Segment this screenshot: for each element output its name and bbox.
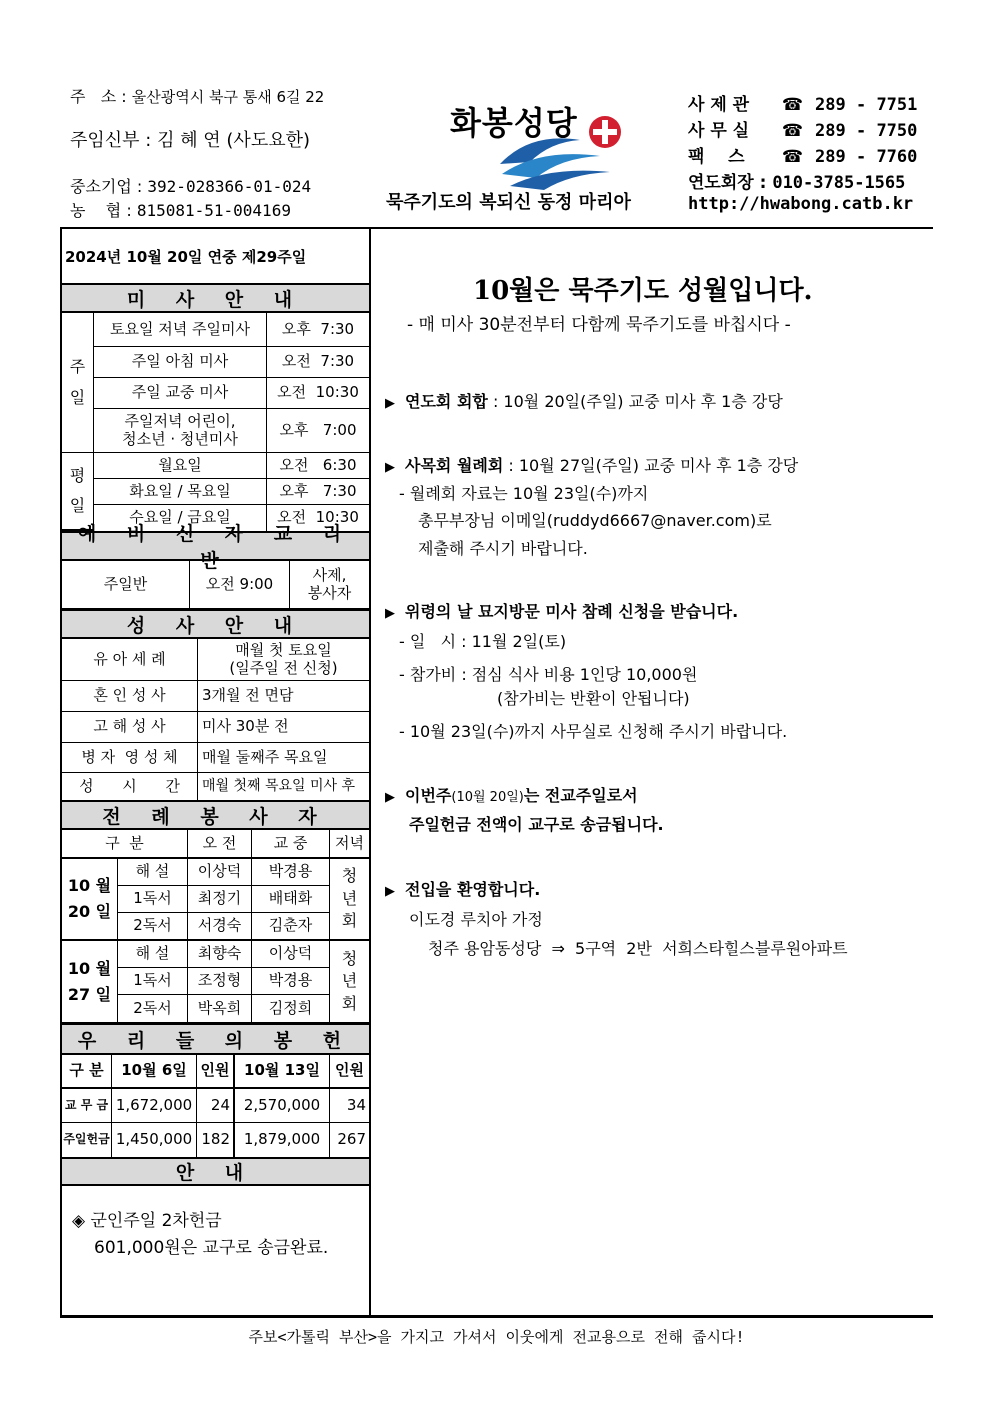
servers-row xyxy=(118,995,330,1023)
sunday-label-char: 주 xyxy=(69,357,86,377)
mass-time: 오전 6:30 xyxy=(279,455,357,474)
sacrament-row xyxy=(62,639,369,681)
offerings-row xyxy=(62,1089,369,1123)
servers-role: 2독서 xyxy=(118,913,188,939)
offerings-header: 10월 6일 xyxy=(112,1055,197,1087)
contact-office xyxy=(688,116,917,141)
sacrament-info xyxy=(198,639,369,680)
bulletin-date: 2024년 10월 20일 연중 제29주일 xyxy=(65,247,307,266)
servers-role: 해 설 xyxy=(118,941,188,967)
catechumen-section-title: 예 비 신 자 교 리 반 xyxy=(62,531,369,561)
servers-main: 박경용 xyxy=(252,968,330,994)
catechumen-time: 오전 9:00 xyxy=(190,561,290,608)
phone-icon: ☎ xyxy=(781,95,804,115)
catechumen-row xyxy=(62,561,369,609)
servers-date-line: 10 월 xyxy=(67,958,112,978)
contact-president xyxy=(688,168,905,193)
sacrament-name: 병 자 영 성 체 xyxy=(62,743,198,772)
sacrament-info-line: 매월 첫 토요일 xyxy=(235,641,332,660)
mass-name: 수요일 / 금요일 xyxy=(94,505,267,531)
announcement-detail: - 참가비 : 점심 식사 비용 1인당 10,000원 xyxy=(399,665,698,684)
offerings-header: 구 분 xyxy=(62,1055,112,1087)
church-name: 화봉성당 xyxy=(450,104,578,142)
servers-evening-char: 년 xyxy=(341,888,358,908)
servers-am: 서경숙 xyxy=(188,913,252,939)
offerings-row xyxy=(62,1123,369,1157)
announcement-3 xyxy=(385,599,738,622)
notice-body xyxy=(62,1186,369,1316)
sacrament-row xyxy=(62,743,369,773)
contact-label: 사 제 관 xyxy=(688,95,750,115)
sunday-label xyxy=(62,313,94,453)
notice-section-title: 안 내 xyxy=(62,1157,369,1186)
column-divider xyxy=(369,227,371,1317)
sacrament-name: 유 아 세 례 xyxy=(62,639,198,680)
announcement-detail: (참가비는 반환이 안됩니다) xyxy=(497,689,690,708)
contact-label: 팩 스 xyxy=(688,147,745,167)
servers-role: 해 설 xyxy=(118,859,188,885)
offerings-count: 267 xyxy=(337,1130,366,1149)
sacrament-info: 미사 30분 전 xyxy=(202,717,289,736)
announcement-head: 위령의 날 묘지방문 미사 참례 신청을 받습니다. xyxy=(405,602,739,621)
mass-time: 오후 7:30 xyxy=(281,319,355,338)
offerings-amount: 1,672,000 xyxy=(112,1089,197,1122)
address-line xyxy=(70,84,324,107)
servers-am: 조정형 xyxy=(188,968,252,994)
announcement-head-date: (10월 20일) xyxy=(451,790,524,805)
servers-am: 최향숙 xyxy=(188,941,252,967)
mass-name: 주일 아침 미사 xyxy=(94,347,267,377)
main-title: 10월은 묵주기도 성월입니다. xyxy=(473,276,813,306)
servers-evening-char: 청 xyxy=(341,866,358,886)
offerings-count: 182 xyxy=(197,1123,235,1157)
announcement-head: 는 전교주일로서 xyxy=(523,786,638,805)
mass-name: 주일 교중 미사 xyxy=(94,378,267,408)
mass-row xyxy=(94,409,369,453)
servers-section-title: 전 례 봉 사 자 xyxy=(62,800,369,830)
servers-main: 김춘자 xyxy=(252,913,330,939)
president-phone: 010-3785-1565 xyxy=(772,173,906,193)
servers-evening xyxy=(330,941,369,1023)
patron-saint: 묵주기도의 복되신 동정 마리아 xyxy=(386,192,631,213)
offerings-header: 인원 xyxy=(335,1061,364,1080)
address: 울산광역시 북구 통새 6길 22 xyxy=(131,88,325,106)
phone-icon: ☎ xyxy=(781,121,804,141)
servers-evening-char: 회 xyxy=(341,911,358,931)
footer-message: 주보<가톨릭 부산>을 가지고 가셔서 이웃에게 전교용으로 전해 줍시다! xyxy=(60,1317,933,1347)
offerings-section-title: 우 리 들 의 봉 헌 xyxy=(62,1023,369,1055)
announcement-detail: 주일헌금 전액이 교구로 송금됩니다. xyxy=(409,815,664,834)
mass-row xyxy=(94,378,369,409)
contact-rectory xyxy=(688,90,917,115)
bank2-label: 농 협 : xyxy=(70,201,132,220)
mass-name: 토요일 저녁 주일미사 xyxy=(94,313,267,346)
triangle-marker-icon: ▶ xyxy=(385,790,395,805)
mass-row xyxy=(94,313,369,347)
announcement-head: 이번주 xyxy=(405,786,452,805)
servers-row xyxy=(118,941,330,968)
servers-evening-char: 회 xyxy=(341,993,358,1013)
announcement-detail: 제출해 주시기 바랍니다. xyxy=(418,539,588,558)
sacrament-info: 3개월 전 면담 xyxy=(202,686,294,705)
servers-am: 최정기 xyxy=(188,886,252,912)
servers-row xyxy=(118,859,330,886)
servers-role: 2독서 xyxy=(118,995,188,1022)
address-label: 주 소 : xyxy=(70,87,127,106)
servers-main: 김정희 xyxy=(252,995,330,1022)
mass-time: 오후 7:30 xyxy=(279,481,357,500)
mass-time: 오전 10:30 xyxy=(277,383,359,402)
announcement-text: : 10월 27일(주일) 교중 미사 후 1층 강당 xyxy=(503,456,799,475)
offerings-amount: 1,879,000 xyxy=(235,1123,330,1157)
sacrament-name: 성 시 간 xyxy=(62,773,198,800)
announcement-1 xyxy=(385,389,783,412)
servers-evening-char: 년 xyxy=(341,971,358,991)
announcement-head: 사목회 월례회 xyxy=(405,456,504,475)
servers-date xyxy=(62,859,118,941)
contact-number: 289 - 7750 xyxy=(815,121,918,141)
sacrament-row xyxy=(62,712,369,743)
mass-name-line: 청소년 · 청년미사 xyxy=(122,429,238,448)
servers-header: 구 분 xyxy=(62,830,188,857)
contact-label: 사 무 실 xyxy=(688,121,750,141)
logo-cross-v xyxy=(602,120,608,144)
servers-am: 이상덕 xyxy=(188,859,252,885)
church-logo xyxy=(440,92,640,192)
announcement-5 xyxy=(385,877,540,900)
announcement-detail: - 10월 23일(수)까지 사무실로 신청해 주시기 바랍니다. xyxy=(399,722,788,741)
offerings-count: 24 xyxy=(197,1089,235,1122)
pastor-label: 주임신부 : xyxy=(70,130,152,151)
notice-bullet: ◈ xyxy=(72,1211,86,1231)
bank1-label: 중소기업 : xyxy=(70,177,143,196)
mass-name: 화요일 / 목요일 xyxy=(94,479,267,504)
servers-header: 교 중 xyxy=(252,830,330,857)
servers-header: 저녁 xyxy=(335,833,364,852)
triangle-marker-icon: ▶ xyxy=(385,396,395,411)
sacrament-info: 매월 첫째 목요일 미사 후 xyxy=(202,778,356,795)
servers-main: 이상덕 xyxy=(252,941,330,967)
phone-icon: ☎ xyxy=(781,147,804,167)
catechumen-teacher xyxy=(290,561,369,608)
contact-fax xyxy=(688,142,917,167)
mass-row xyxy=(94,479,369,505)
triangle-marker-icon: ▶ xyxy=(385,884,395,899)
servers-row xyxy=(118,968,330,995)
servers-row xyxy=(118,886,330,913)
announcement-head: 전입을 환영합니다. xyxy=(405,880,541,899)
servers-main: 박경용 xyxy=(252,859,330,885)
offerings-header-row xyxy=(62,1055,369,1089)
bank-line-2 xyxy=(70,198,291,221)
triangle-marker-icon: ▶ xyxy=(385,606,395,621)
offerings-header: 10월 13일 xyxy=(235,1055,330,1087)
sacraments-section-title: 성 사 안 내 xyxy=(62,609,369,639)
mass-name-line: 주일저녁 어린이, xyxy=(124,412,236,431)
announcement-detail: 총무부장님 이메일(ruddyd6667@naver.com)로 xyxy=(418,511,772,530)
servers-evening-char: 청 xyxy=(341,948,358,968)
president-label: 연도회장 : xyxy=(688,173,767,193)
notice-line-1 xyxy=(72,1206,222,1231)
servers-evening xyxy=(330,859,369,941)
sacrament-row xyxy=(62,681,369,712)
servers-role: 1독서 xyxy=(118,886,188,912)
announcement-4 xyxy=(385,783,638,806)
offerings-name: 교 무 금 xyxy=(62,1089,112,1122)
sacrament-row xyxy=(62,773,369,800)
mass-time: 오전 7:30 xyxy=(281,352,355,371)
mass-row xyxy=(94,347,369,378)
bank-line-1 xyxy=(70,174,311,197)
pastor-line xyxy=(70,126,310,152)
servers-date xyxy=(62,941,118,1023)
offerings-name: 주일헌금 xyxy=(62,1123,112,1157)
servers-date-line: 27 일 xyxy=(67,984,112,1004)
announcement-2 xyxy=(385,453,798,476)
servers-date-line: 10 월 xyxy=(67,876,112,896)
triangle-marker-icon: ▶ xyxy=(385,460,395,475)
mass-section-title: 미 사 안 내 xyxy=(62,283,369,313)
servers-main: 배태화 xyxy=(252,886,330,912)
announcement-detail: 이도경 루치아 가정 xyxy=(409,910,543,929)
sacrament-name: 혼 인 성 사 xyxy=(62,681,198,711)
weekday-label-char: 일 xyxy=(69,496,86,515)
mass-time: 오전 10:30 xyxy=(277,508,359,527)
sacrament-info: 매월 둘째주 목요일 xyxy=(202,747,328,766)
servers-date-line: 20 일 xyxy=(67,902,112,921)
mass-name: 월요일 xyxy=(94,453,267,478)
notice-line-2: 601,000원은 교구로 송금완료. xyxy=(94,1238,329,1258)
bank2-account: 815081-51-004169 xyxy=(136,201,291,220)
weekday-label-char: 평 xyxy=(69,465,86,485)
catechumen-name: 주일반 xyxy=(62,561,190,608)
offerings-header: 인원 xyxy=(197,1055,235,1087)
contact-number: 289 - 7751 xyxy=(815,95,918,115)
servers-row xyxy=(118,913,330,941)
mass-time: 오후 7:00 xyxy=(279,420,357,439)
servers-header: 오 전 xyxy=(188,830,252,857)
offerings-amount: 1,450,000 xyxy=(112,1123,197,1157)
offerings-count: 34 xyxy=(346,1095,366,1114)
notice-text: 군인주일 2차헌금 xyxy=(90,1211,222,1231)
mass-row xyxy=(94,453,369,479)
website-link[interactable]: http://hwabong.catb.kr xyxy=(688,194,914,214)
servers-role: 1독서 xyxy=(118,968,188,994)
sacrament-name: 고 해 성 사 xyxy=(62,712,198,742)
announcement-detail: 청주 용암동성당 ⇒ 5구역 2반 서희스타힐스블루원아파트 xyxy=(428,939,848,958)
servers-am: 박옥희 xyxy=(188,995,252,1022)
announcement-head: 연도회 회합 xyxy=(405,392,488,411)
catechumen-teacher-line: 사제, xyxy=(312,566,347,585)
pastor: 김 혜 연 (사도요한) xyxy=(157,130,311,151)
contact-number: 289 - 7760 xyxy=(815,147,918,167)
bank1-account: 392-028366-01-024 xyxy=(147,177,312,196)
announcement-text: : 10월 20일(주일) 교중 미사 후 1층 강당 xyxy=(487,392,783,411)
main-subtitle: - 매 미사 30분전부터 다함께 묵주기도를 바칩시다 - xyxy=(407,315,791,335)
sacrament-info-line: (일주일 전 신청) xyxy=(229,658,338,677)
offerings-amount: 2,570,000 xyxy=(235,1089,330,1122)
mass-name xyxy=(94,409,267,452)
servers-header-row xyxy=(62,830,369,859)
announcement-detail: - 일 시 : 11월 2일(토) xyxy=(399,632,567,651)
catechumen-teacher-line: 봉사자 xyxy=(307,583,352,602)
sunday-label-char: 일 xyxy=(69,387,86,407)
announcement-detail: - 월례회 자료는 10월 23일(수)까지 xyxy=(399,484,649,503)
